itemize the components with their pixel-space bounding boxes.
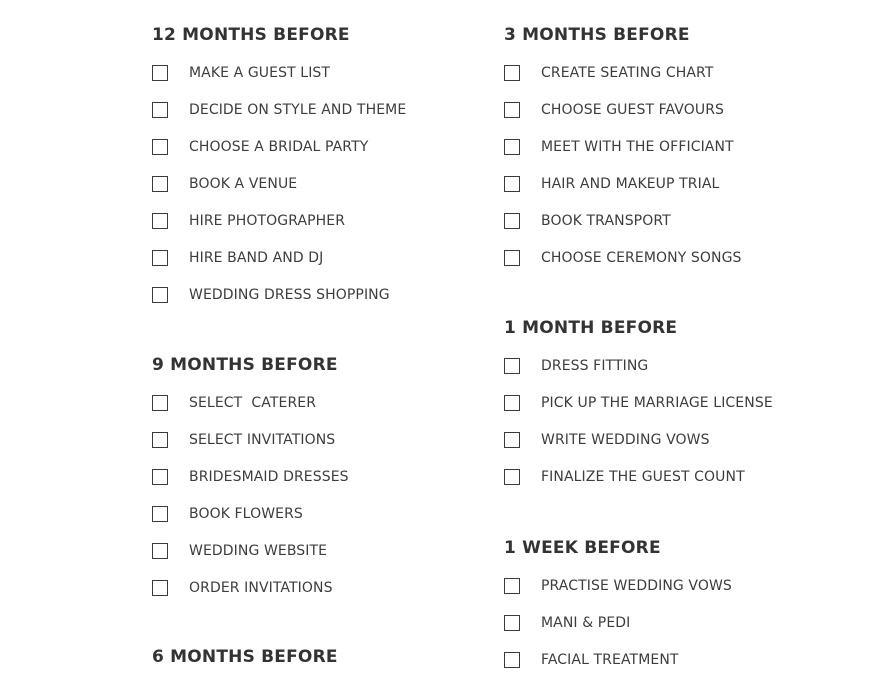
section-1-week <box>504 538 732 678</box>
checkbox[interactable] <box>504 395 520 411</box>
checklist-item[interactable] <box>504 165 742 202</box>
checklist-item[interactable] <box>152 532 349 569</box>
item-label: WRITE WEDDING VOWS <box>541 431 710 448</box>
section-9-months <box>152 355 349 606</box>
checklist-item[interactable] <box>152 421 349 458</box>
checklist-item[interactable] <box>504 604 732 641</box>
section-title: 1 WEEK BEFORE <box>504 538 661 558</box>
checklist-item[interactable] <box>504 54 742 91</box>
item-label: FINALIZE THE GUEST COUNT <box>541 468 745 485</box>
checklist-item[interactable] <box>152 569 349 606</box>
checklist-item[interactable] <box>152 91 406 128</box>
item-label: ORDER INVITATIONS <box>189 579 333 596</box>
checklist-item[interactable] <box>152 239 406 276</box>
item-label: CHOOSE A BRIDAL PARTY <box>189 138 369 155</box>
item-label: WEDDING DRESS SHOPPING <box>189 286 390 303</box>
checkbox[interactable] <box>152 139 168 155</box>
checkbox[interactable] <box>152 102 168 118</box>
checkbox[interactable] <box>504 176 520 192</box>
section-3-months <box>504 25 742 276</box>
item-label: BOOK TRANSPORT <box>541 212 671 229</box>
item-label: FACIAL TREATMENT <box>541 651 679 668</box>
checkbox[interactable] <box>504 102 520 118</box>
checklist-item[interactable] <box>504 421 773 458</box>
checkbox[interactable] <box>504 65 520 81</box>
checkbox[interactable] <box>152 543 168 559</box>
item-label: PICK UP THE MARRIAGE LICENSE <box>541 394 773 411</box>
section-title: 9 MONTHS BEFORE <box>152 355 338 375</box>
checklist <box>152 384 349 606</box>
item-label: CHOOSE CEREMONY SONGS <box>541 249 742 266</box>
item-label: BRIDESMAID DRESSES <box>189 468 349 485</box>
checklist-item[interactable] <box>504 458 773 495</box>
checkbox[interactable] <box>152 395 168 411</box>
checklist-item[interactable] <box>504 384 773 421</box>
section-1-month <box>504 318 773 495</box>
checkbox[interactable] <box>152 213 168 229</box>
checklist-item[interactable] <box>152 458 349 495</box>
checklist-item[interactable] <box>152 128 406 165</box>
checklist-item[interactable] <box>504 239 742 276</box>
item-label: DRESS FITTING <box>541 357 649 374</box>
checklist-item[interactable] <box>504 567 732 604</box>
item-label: CHOOSE GUEST FAVOURS <box>541 101 725 118</box>
section-12-months <box>152 25 406 313</box>
checklist <box>504 54 742 276</box>
checkbox[interactable] <box>152 250 168 266</box>
checkbox[interactable] <box>152 506 168 522</box>
checkbox[interactable] <box>152 580 168 596</box>
checkbox[interactable] <box>504 578 520 594</box>
checklist-item[interactable] <box>504 202 742 239</box>
section-title: 1 MONTH BEFORE <box>504 318 678 338</box>
checklist-item[interactable] <box>152 202 406 239</box>
checkbox[interactable] <box>152 469 168 485</box>
checklist-item[interactable] <box>504 128 742 165</box>
section-title: 12 MONTHS BEFORE <box>152 25 350 45</box>
item-label: BOOK A VENUE <box>189 175 298 192</box>
checkbox[interactable] <box>152 287 168 303</box>
item-label: SELECT INVITATIONS <box>189 431 336 448</box>
checklist-item[interactable] <box>504 347 773 384</box>
checklist <box>152 54 406 313</box>
item-label: HIRE PHOTOGRAPHER <box>189 212 346 229</box>
checkbox[interactable] <box>152 65 168 81</box>
checklist <box>504 567 732 678</box>
checkbox[interactable] <box>504 615 520 631</box>
checklist-item[interactable] <box>504 91 742 128</box>
checkbox[interactable] <box>504 358 520 374</box>
checkbox[interactable] <box>504 139 520 155</box>
section-title: 6 MONTHS BEFORE <box>152 647 338 667</box>
item-label: CREATE SEATING CHART <box>541 64 714 81</box>
item-label: HAIR AND MAKEUP TRIAL <box>541 175 720 192</box>
item-label: BOOK FLOWERS <box>189 505 303 522</box>
checklist <box>504 347 773 495</box>
item-label: WEDDING WEBSITE <box>189 542 328 559</box>
item-label: MEET WITH THE OFFICIANT <box>541 138 734 155</box>
checkbox[interactable] <box>152 432 168 448</box>
checklist-item[interactable] <box>152 276 406 313</box>
item-label: MANI & PEDI <box>541 614 631 631</box>
item-label: SELECT CATERER <box>189 394 317 411</box>
checkbox[interactable] <box>504 213 520 229</box>
checklist-item[interactable] <box>152 54 406 91</box>
checklist-item[interactable] <box>152 165 406 202</box>
checkbox[interactable] <box>504 250 520 266</box>
checkbox[interactable] <box>152 176 168 192</box>
item-label: PRACTISE WEDDING VOWS <box>541 577 732 594</box>
item-label: DECIDE ON STYLE AND THEME <box>189 101 407 118</box>
checklist-item[interactable] <box>152 495 349 532</box>
checkbox[interactable] <box>504 469 520 485</box>
section-6-months <box>152 647 338 667</box>
item-label: MAKE A GUEST LIST <box>189 64 331 81</box>
section-title: 3 MONTHS BEFORE <box>504 25 690 45</box>
checkbox[interactable] <box>504 432 520 448</box>
checklist-item[interactable] <box>152 384 349 421</box>
item-label: HIRE BAND AND DJ <box>189 249 324 266</box>
